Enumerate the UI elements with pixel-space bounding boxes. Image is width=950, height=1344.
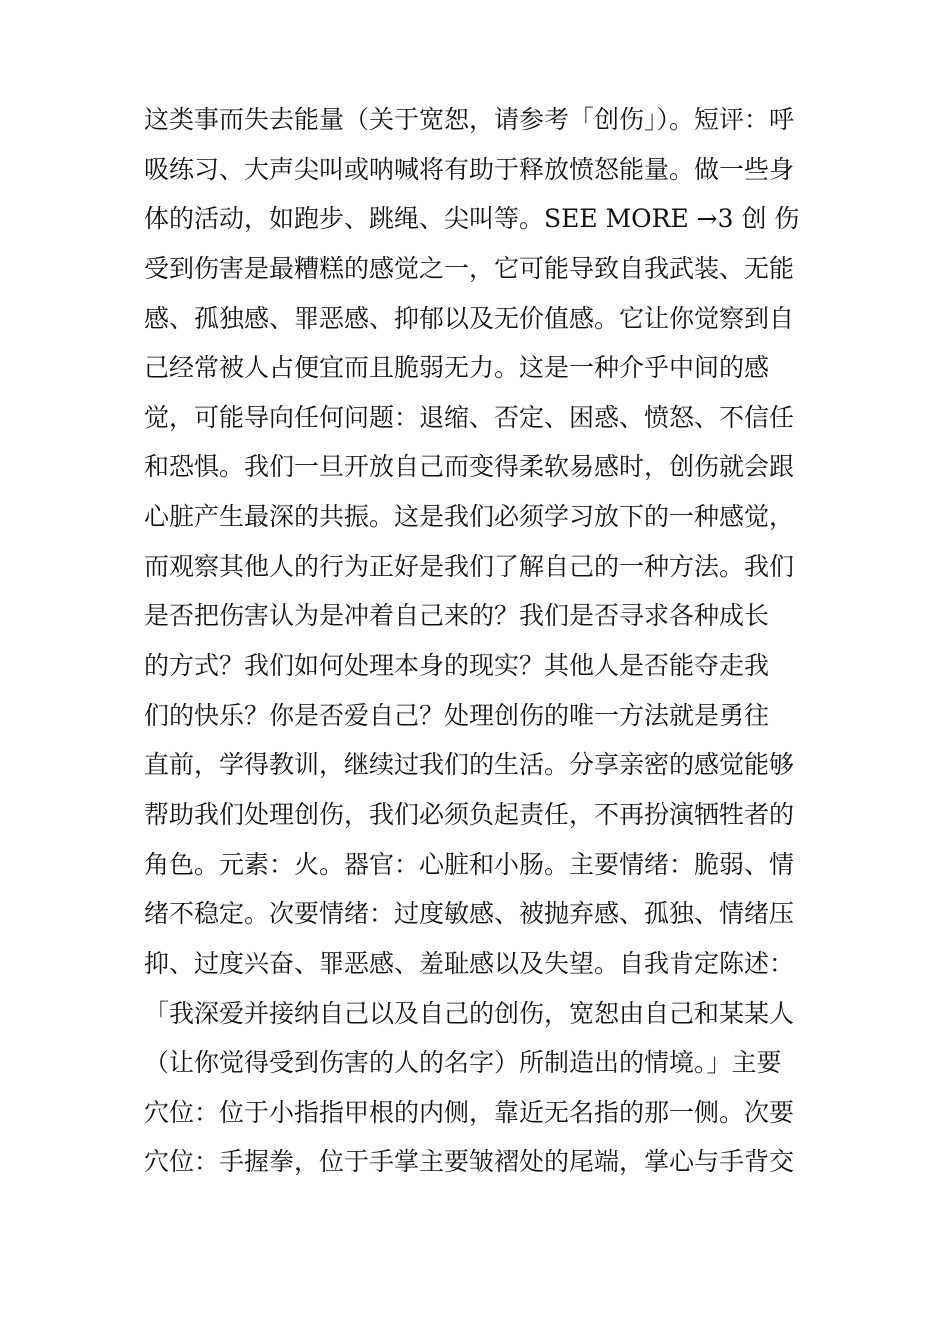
text-line: 受到伤害是最糟糕的感觉之一，它可能导致自我武装、无能 <box>144 253 795 283</box>
text-line: 抑、过度兴奋、罪恶感、羞耻感以及失望。自我肯定陈述： <box>144 948 795 978</box>
text-line: 体的活动，如跑步、跳绳、尖叫等。SEE MORE →3 创 伤 <box>144 204 800 234</box>
body-text <box>144 95 814 1187</box>
text-line: 感、孤独感、罪恶感、抑郁以及无价值感。它让你觉察到自 <box>144 303 795 333</box>
text-line: 而观察其他人的行为正好是我们了解自己的一种方法。我们 <box>144 551 795 581</box>
text-line: 这类事而失去能量（关于宽恕，请参考「创伤」）。短评：呼 <box>144 105 795 134</box>
text-line: （让你觉得受到伤害的人的名字）所制造出的情境。」主要 <box>144 1048 782 1078</box>
text-line: 和恐惧。我们一旦开放自己而变得柔软易感时，创伤就会跟 <box>144 452 795 482</box>
text-line: 己经常被人占便宜而且脆弱无力。这是一种介乎中间的感 <box>144 353 770 383</box>
text-line: 们的快乐？你是否爱自己？处理创伤的唯一方法就是勇往 <box>144 700 770 730</box>
text-line: 吸练习、大声尖叫或呐喊将有助于释放愤怒能量。做一些身 <box>144 154 795 184</box>
text-line: 帮助我们处理创伤，我们必须负起责任，不再扮演牺牲者的 <box>144 799 795 829</box>
text-line: 绪不稳定。次要情绪：过度敏感、被抛弃感、孤独、情绪压 <box>144 899 795 929</box>
text-line: 角色。元素：火。器官：心脏和小肠。主要情绪：脆弱、情 <box>144 849 795 879</box>
text-line: 心脏产生最深的共振。这是我们必须学习放下的一种感觉， <box>144 502 795 532</box>
text-line: 穴位：手握拳，位于手掌主要皱褶处的尾端，掌心与手背交 <box>144 1147 795 1177</box>
text-line: 是否把伤害认为是冲着自己来的？我们是否寻求各种成长 <box>144 601 770 631</box>
text-line: 觉，可能导向任何问题：退缩、否定、困惑、愤怒、不信任 <box>144 402 795 432</box>
text-line: 的方式？我们如何处理本身的现实？其他人是否能夺走我 <box>144 651 770 681</box>
text-line: 穴位：位于小指指甲根的内侧，靠近无名指的那一侧。次要 <box>144 1097 795 1127</box>
text-line: 「我深爱并接纳自己以及自己的创伤，宽恕由自己和某某人 <box>144 998 795 1028</box>
text-line: 直前，学得教训，继续过我们的生活。分享亲密的感觉能够 <box>144 750 795 780</box>
